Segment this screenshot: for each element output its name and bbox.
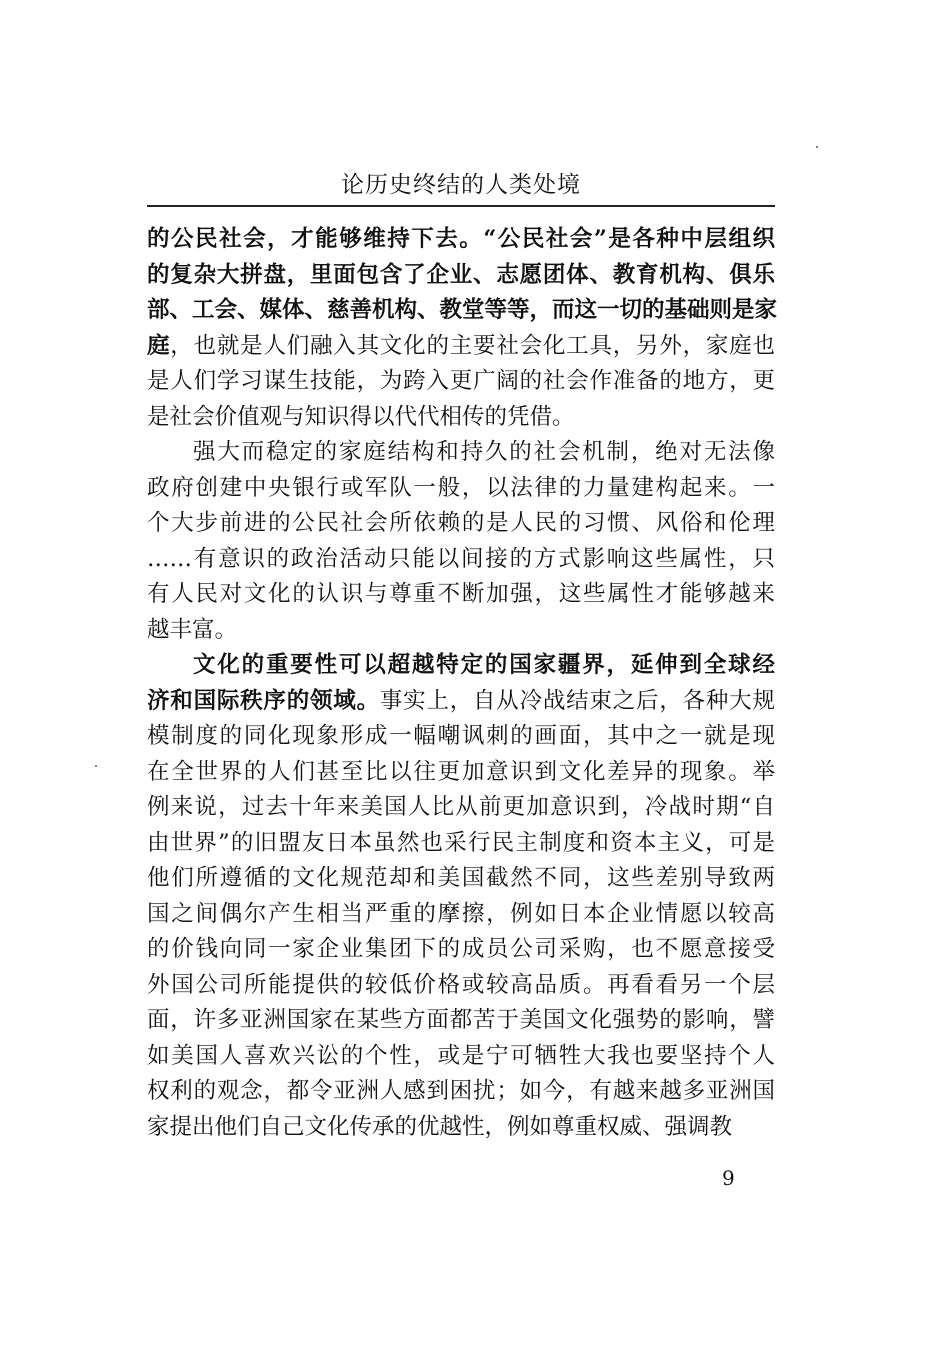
- text-line: [147, 968, 775, 1004]
- text-line: [147, 1074, 775, 1110]
- text-line: [147, 1110, 775, 1146]
- paragraph: [147, 435, 775, 648]
- text-run: 个大步前进的公民社会所依赖的是人民的习惯、风俗和伦理: [147, 510, 775, 536]
- text-run: 外国公司所能提供的较低价格或较高品质。再看看另一个层: [147, 971, 775, 998]
- text-run: 是人们学习谋生技能，为跨入更广阔的社会作准备的地方，更: [147, 368, 775, 394]
- page-number: 9: [722, 1166, 735, 1190]
- text-line: [147, 364, 775, 400]
- scan-speck: [95, 765, 97, 767]
- text-line: [147, 861, 775, 897]
- text-line: [147, 897, 775, 933]
- text-run: 强大而稳定的家庭结构和持久的社会机制，绝对无法像: [193, 439, 775, 465]
- text-run: 有人民对文化的认识与尊重不断加强，这些属性才能够越来: [147, 581, 775, 607]
- text-run: 在全世界的人们甚至比以往更加意识到文化差异的现象。举: [147, 758, 775, 785]
- text-run: 越丰富。: [147, 616, 238, 643]
- text-line: [147, 293, 778, 329]
- text-run: 的价钱向同一家企业集团下的成员公司采购，也不愿意接受: [147, 936, 775, 962]
- text-line: [147, 329, 775, 365]
- text-run: 如美国人喜欢兴讼的个性，或是宁可牺牲大我也要坚持个人: [147, 1042, 775, 1069]
- text-line: [147, 577, 775, 613]
- text-run: 由世界”的旧盟友日本虽然也采行民主制度和资本主义，可是: [147, 829, 775, 856]
- text-run: 国之间偶尔产生相当严重的摩擦，例如日本企业情愿以较高: [147, 900, 775, 927]
- text-line: [147, 755, 775, 791]
- text-run: ……有意识的政治活动只能以间接的方式影响这些属性，只: [147, 545, 775, 572]
- scan-speck: [816, 146, 818, 148]
- bold-run: 文化的重要性可以超越特定的国家疆界，延伸到全球经: [193, 652, 775, 678]
- text-line: [147, 1039, 775, 1075]
- text-line: [147, 222, 775, 258]
- text-line: [147, 1003, 775, 1039]
- text-line: [147, 684, 775, 720]
- text-line: [147, 258, 775, 294]
- header-rule: [147, 205, 775, 207]
- text-run: 面，许多亚洲国家在某些方面都苦于美国文化强势的影响，譬: [147, 1007, 775, 1033]
- text-line: [147, 790, 775, 826]
- text-line: [147, 506, 775, 542]
- text-run: 事实上，自从冷战结束之后，各种大规: [379, 687, 775, 714]
- bold-run: 济和国际秩序的领域。: [147, 687, 380, 714]
- text-line: [147, 648, 775, 684]
- text-line: [147, 932, 775, 968]
- text-line: [147, 826, 775, 862]
- text-run: 是社会价值观与知识得以代代相传的凭借。: [147, 403, 575, 430]
- text-run: ，也就是人们融入其文化的主要社会化工具，另外，家庭也: [170, 332, 775, 359]
- text-run: 他们所遵循的文化规范却和美国截然不同，这些差别导致两: [147, 865, 775, 891]
- text-line: [147, 719, 775, 755]
- text-run: 模制度的同化现象形成一幅嘲讽刺的画面，其中之一就是现: [147, 723, 775, 749]
- bold-run: 部、工会、媒体、慈善机构、教堂等等，而这一切的基础则是家: [147, 297, 778, 323]
- text-run: 家提出他们自己文化传承的优越性，例如尊重权威、强调教: [147, 1113, 733, 1140]
- bold-run: 庭: [147, 332, 171, 359]
- text-run: 政府创建中央银行或军队一般，以法律的力量建构起来。一: [147, 474, 775, 501]
- text-line: [147, 400, 775, 436]
- bold-run: 的复杂大拼盘，里面包含了企业、志愿团体、教育机构、俱乐: [147, 261, 775, 288]
- text-line: [147, 435, 775, 471]
- bold-run: 的公民社会，才能够维持下去。“公民社会”是各种中层组织: [147, 226, 775, 252]
- body-text: [147, 222, 778, 1145]
- paragraph: [147, 222, 778, 435]
- paragraph: [147, 648, 775, 1145]
- text-line: [147, 471, 775, 507]
- text-line: [147, 613, 775, 649]
- text-line: [147, 542, 775, 578]
- text-run: 例来说，过去十年来美国人比从前更加意识到，冷战时期“自: [147, 794, 775, 820]
- running-head-title: 论历史终结的人类处境: [341, 172, 581, 198]
- text-run: 权利的观念，都令亚洲人感到困扰；如今，有越来越多亚洲国: [147, 1078, 775, 1104]
